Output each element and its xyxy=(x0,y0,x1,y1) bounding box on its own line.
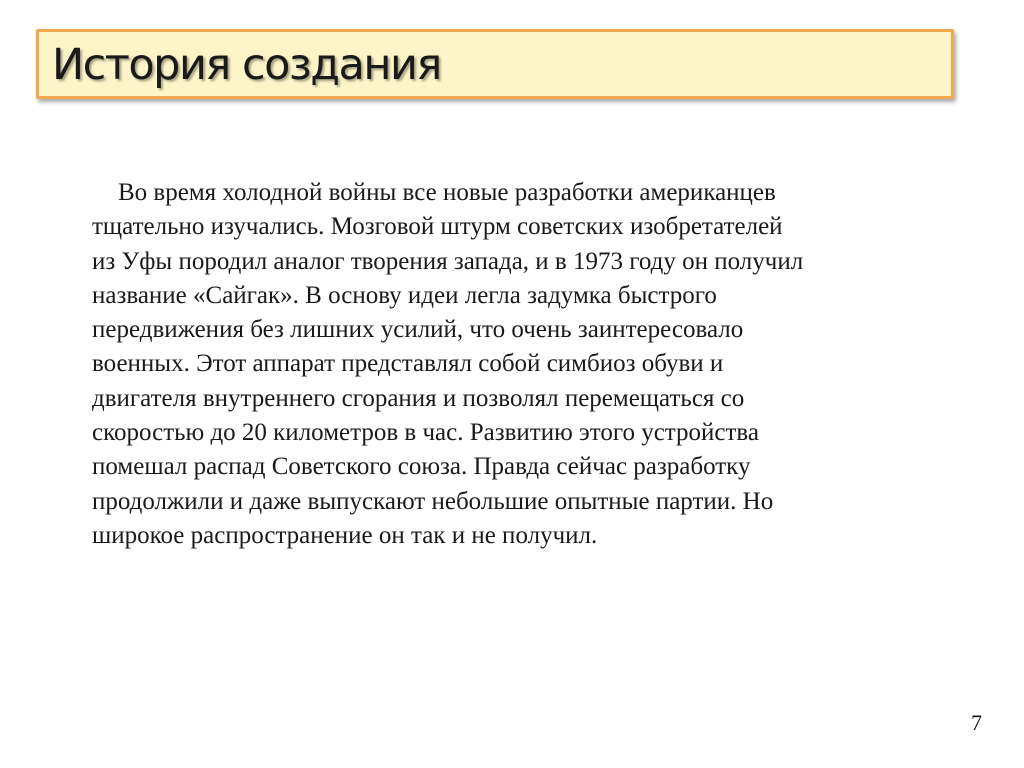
body-line: тщательно изучались. Мозговой штурм советских изобретателей xyxy=(92,213,783,241)
body-line: Во время холодной войны все новые разработки американцев xyxy=(118,179,776,206)
body-line: широкое распространение он так и не получил. xyxy=(92,521,598,549)
body-line: передвижения без лишних усилий, что очень заинтересовало xyxy=(92,316,744,344)
body-line: скоростью до 20 километров в час. Развитию этого устройства xyxy=(92,419,760,447)
body-line: двигателя внутреннего сгорания и позволял перемещаться со xyxy=(92,384,745,412)
body-line: название «Сайгак». В основу идеи легла задумка быстрого xyxy=(92,281,717,309)
body-line: помешал распад Советского союза. Правда сейчас разработку xyxy=(92,453,751,481)
body-line: из Уфы породил аналог творения запада, и в 1973 году он получил xyxy=(92,247,804,275)
page-number: 7 xyxy=(971,710,982,735)
slide-title: История создания xyxy=(52,40,441,90)
body-line: военных. Этот аппарат представлял собой симбиоз обуви и xyxy=(92,350,724,378)
body-line: продолжили и даже выпускают небольшие опытные партии. Но xyxy=(92,487,774,515)
title-box xyxy=(36,29,954,99)
body-paragraph xyxy=(92,176,952,553)
